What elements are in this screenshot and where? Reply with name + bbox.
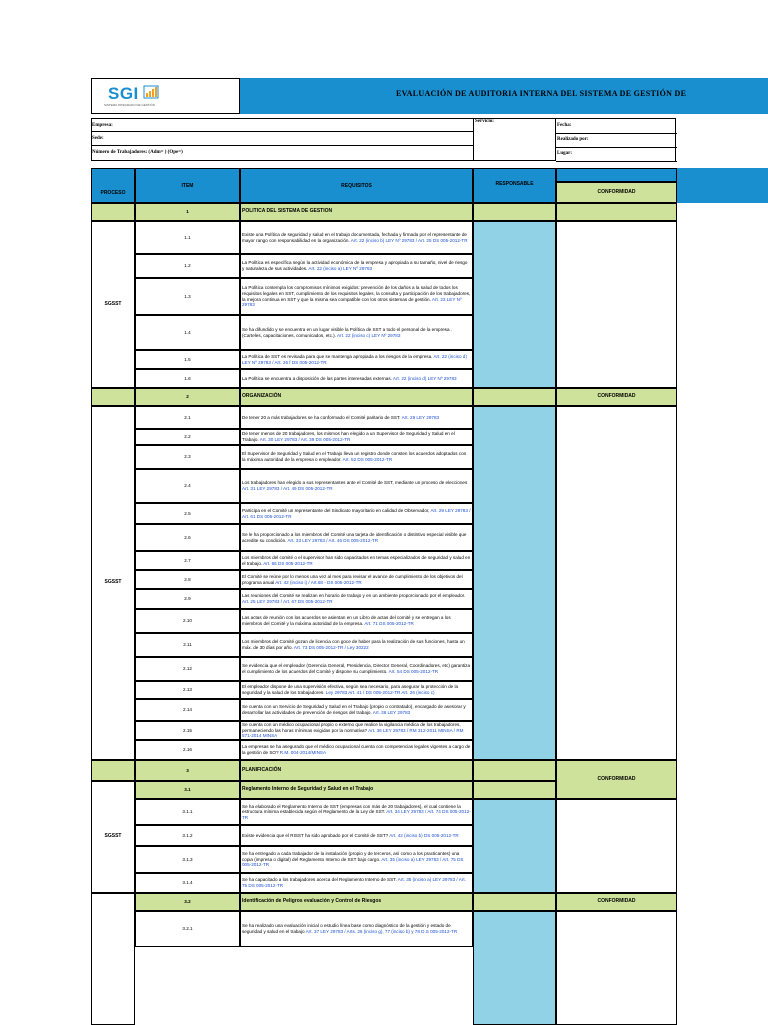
legal-reference: Art. 30 LEY 29783 / Art. 39 DS 005-2012-TR [259, 437, 351, 442]
item-number: 1.1 [135, 221, 240, 254]
requirement-content [242, 574, 471, 585]
item-number: 3.1.1 [135, 799, 240, 825]
requirement-text [240, 221, 473, 254]
requirement-text [240, 503, 473, 524]
item-number: 2.11 [135, 633, 240, 657]
requirement-content [242, 704, 471, 715]
legal-reference: Art. 29 LEY 29783 [401, 414, 440, 420]
item-number: 3.1.3 [135, 846, 240, 873]
section-3-resp [473, 760, 556, 781]
requirement-content [242, 722, 471, 739]
requirement-description: La Política de SST es revisada para que se mantenga apropiada a los riesgos de la empresa. [242, 353, 434, 359]
responsable-block-4[interactable] [473, 911, 556, 1025]
bar-chart-logo-icon [143, 85, 159, 99]
requirement-description: Los miembros del Comité gozan de licencia con goce de haber para la realización de sus funciones, hasta un máx. de 30 días por año. [242, 639, 465, 650]
item-number: 1.3 [135, 278, 240, 315]
requirement-description: El Supervisor de Seguridad y Salud en el Trabajo lleva un registro donde consten los acuerdos adoptados con la máxima autoridad de la empresa o empleador. [242, 451, 467, 462]
legal-reference: Art. 22 (inciso c) LEY Nº 29783 [336, 332, 401, 338]
requirement-text [240, 911, 473, 947]
section-32-num: 3.2 [135, 893, 240, 911]
item-number: 2.15 [135, 721, 240, 740]
section-1-resp [473, 203, 556, 221]
sgi-logo-text: SGI [108, 84, 139, 103]
requirement-text [240, 589, 473, 609]
item-number: 2.12 [135, 657, 240, 681]
section-31-title: Reglamento Interno de Seguridad y Salud en el Trabajo [240, 781, 473, 799]
item-number: 2.16 [135, 740, 240, 760]
requirement-content [242, 877, 471, 888]
responsable-block-3[interactable] [473, 799, 556, 893]
item-number: 2.2 [135, 429, 240, 445]
requirement-content [242, 593, 471, 604]
requirement-text [240, 721, 473, 740]
item-number: 2.4 [135, 469, 240, 503]
requirement-description: La Política se encuentra a disposición de las partes interesadas externas. [242, 375, 393, 381]
legal-reference: Art. 35 (inciso a) LEY 29783 / Art. 75 DS 005-2012-TR [242, 856, 464, 868]
legal-reference: Art. 23 LEY Nº 29783 [242, 296, 462, 308]
requirement-content [242, 833, 459, 839]
requirement-description: La Política es específica según la actividad económica de la empresa y apropiada a su tamaño, nivel de riesgo y naturaleza de sus actividades. [242, 260, 468, 271]
item-number: 2.7 [135, 551, 240, 570]
item-number: 1.6 [135, 369, 240, 388]
header-item: ITEM [135, 168, 240, 203]
legal-reference: Art. 22 (inciso a) LEY Nº 29783 [308, 266, 373, 271]
requirement-description: Se evidencia que el empleador (Gerencia General, Presidencia, Director General, Coordinadores, etc) garantiza el cumplimiento de los acuerdos del Comité y dispone su cumplimiento. [242, 663, 471, 674]
requirement-description: El empleador dispone de una supervisión efectiva, según sea necesario, para asegurar la protección de la seguridad y la salud de los trabajadores. [242, 684, 459, 695]
responsable-block-2[interactable] [473, 406, 556, 760]
requirement-text [240, 633, 473, 657]
requirement-text [240, 429, 473, 445]
requirement-text [240, 799, 473, 825]
requirement-description: La empresas se ha asegurado que el médico ocupacional cuenta con competencias legales vigentes a cargo de la gestión de SO? [242, 744, 471, 755]
logo-subtitle: SISTEMA INTEGRADO DE GESTIÓN [104, 103, 156, 107]
requirement-text [240, 254, 473, 278]
requirement-text [240, 825, 473, 846]
section-1-conf [556, 203, 677, 221]
requirement-content [242, 431, 471, 442]
item-number: 2.8 [135, 570, 240, 589]
item-number: 2.3 [135, 445, 240, 469]
trabajadores-field[interactable]: Número de Trabajadores: (Adm= ) (Ope=) [91, 146, 473, 161]
section-3-title: PLANIFICACIÓN [240, 760, 473, 781]
item-number: 1.5 [135, 350, 240, 369]
requirement-description: Participa en el Comité un representante del Sindicato mayoritario en calidad de Observador, [242, 507, 431, 513]
header-requisitos: REQUISITOS [240, 168, 473, 203]
requirement-content [242, 663, 471, 674]
requirement-text [240, 740, 473, 760]
header-proceso: PROCESO [91, 168, 135, 203]
requirement-text [240, 350, 473, 369]
proceso-sgsst-3: SGSST [91, 781, 135, 893]
requirement-content [242, 615, 471, 626]
item-number: 2.6 [135, 524, 240, 551]
requirement-description: Las reuniones del Comité se realizan en horario de trabajo y en un ambiente proporcionado por el empleador. [242, 593, 466, 599]
item-number: 2.1 [135, 406, 240, 429]
requirement-description: Se ha realizado una evaluación inicial o estudio línea base como diagnóstico de la gestión y estado de seguridad y salud en el trabajo [242, 923, 451, 934]
requirement-description: Las actas de reunión con los acuerdos se asientan en un Libro de actas del comité y se entregan a los miembros del Comité y la máxima autoridad de la empresa. [242, 615, 451, 626]
item-number: 1.4 [135, 315, 240, 350]
conformidad-block-1[interactable] [556, 221, 677, 388]
requirement-description: Se ha capacitado a los trabajadores acerca del Reglamento Interno de SST. [242, 877, 398, 883]
requirement-text [240, 406, 473, 429]
header-conformidad: CONFORMIDAD [556, 182, 677, 203]
legal-reference: R.M. 004-2014/MINSA [279, 750, 327, 755]
section-2-proceso [91, 388, 135, 406]
requirement-text [240, 699, 473, 721]
requirement-content [242, 684, 471, 695]
item-number: 2.10 [135, 609, 240, 633]
legal-reference: Art. 33 LEY 29783 / Art. 46 DS 005-2012-TR [287, 537, 379, 543]
legal-reference: Art. 31 LEY 29783 / Art. 49 DS 005-2012-TR [242, 486, 333, 491]
legal-reference: Art. 35 (inciso a) LEY 29783 / Art. 75 DS 005-2012-TR [242, 877, 466, 888]
legal-reference: Art. 36 LEY 29783 / RM 312-2011 MINSA / RM 571-2014 MINSA [242, 727, 464, 739]
item-number: 2.5 [135, 503, 240, 524]
item-number: 3.1.2 [135, 825, 240, 846]
item-number: 3.1.4 [135, 873, 240, 893]
requirement-text [240, 609, 473, 633]
requirement-content [242, 376, 457, 382]
requirement-content [242, 451, 471, 462]
legal-reference: Art. 22 (inciso d) LEY Nº 29783 [392, 375, 457, 381]
legal-reference: Art. 25 LEY 29783 / Art. 67 DS 005-2012-TR [242, 599, 333, 604]
legal-reference: Art. 22 (inciso b) LEY Nº 29783 / Art. 25 DS 005-2012-TR [350, 237, 468, 243]
requirement-content [242, 327, 471, 338]
lugar-field[interactable]: Lugar: [556, 147, 677, 162]
section-31-num: 3.1 [135, 781, 240, 799]
section-32-resp [473, 893, 556, 911]
legal-reference: Art. 29 LEY 29783 / Art. 61 DS 005-2012-TR [242, 507, 471, 519]
legal-reference: Art. 36 LEY 29783 [372, 710, 411, 715]
info-right-block [556, 118, 676, 161]
section-1-proceso [91, 203, 135, 221]
requirement-content [242, 923, 471, 934]
section-2-resp [473, 388, 556, 406]
legal-reference: Art. 73 DS 005-2012-TR / Ley 30222 [293, 645, 369, 650]
requirement-content [242, 555, 471, 566]
conformidad-block-4[interactable] [556, 911, 677, 1025]
requirement-content [242, 415, 439, 421]
realizado-field[interactable]: Realizado por: [556, 133, 677, 148]
requirement-content [242, 851, 471, 868]
requirement-description: Se cuenta con un médico ocupacional propio o externo que realice la vigilancia médica de los trabajadores, permaneciendo las horas mínimas exigidas por la normativa? [242, 722, 461, 733]
requirement-content [242, 639, 471, 650]
servicio-field[interactable] [473, 118, 556, 161]
section-32-title: Identificación de Peligros evaluación y Control de Riesgos [240, 893, 473, 911]
legal-reference: Art. 42 (inciso i) / Art.68 - DS 005-2012-TR [275, 579, 362, 585]
responsable-block-1[interactable] [473, 221, 556, 388]
header-conformidad-top [556, 168, 677, 182]
servicio-label: Servicio: [475, 119, 494, 124]
requirement-description: De tener menos de 20 trabajadores, los mismos han elegido a un Supervisor de Seguridad y Salud en el Trabajo. [242, 431, 455, 442]
requirement-description: Se ha difundido y se encuentra en un lugar visible la Política de SST a todo el personal de la empresa . (Carteles, capacitaciones, comunicados, etc.). [242, 326, 453, 338]
legal-reference: Art. 52 DS 005-2012-TR [342, 457, 393, 462]
requirement-content [242, 508, 471, 519]
conformidad-block-3[interactable] [556, 799, 677, 893]
requirement-content [242, 354, 471, 365]
header-responsable: RESPONSABLE [473, 168, 556, 203]
conformidad-block-2[interactable] [556, 406, 677, 760]
legal-reference: Art. 42 (inciso b) DS 005-2012-TR [389, 832, 459, 838]
item-number: 3.2.1 [135, 911, 240, 947]
requirement-text [240, 657, 473, 681]
legal-reference: Art. 37 LEY 29783 / Arts. 26 (inciso g), 77 (inciso b) y 78 D.S 005-2012-TR [305, 929, 458, 934]
requirement-text [240, 278, 473, 315]
requirement-description: La Política contempla los compromisos mínimos exigidos: prevención de los daños a la salud de todos los requisitos legales en SST, cumplimiento de los requisitos legales, la consulta y participación de los trabajadores, la mejora continua en SST y que la misma sea compatible con los otros sistemas de gestión. [242, 285, 471, 302]
requirement-text [240, 570, 473, 589]
requirement-content [242, 260, 471, 271]
requirement-description: Existe evidencia que el RISST ha sido aprobado por el Comité de SST? [242, 832, 390, 838]
section-3-proceso [91, 760, 135, 781]
item-number: 2.13 [135, 681, 240, 699]
item-number: 1.2 [135, 254, 240, 278]
requirement-text [240, 445, 473, 469]
legal-reference: Art. 71 DS 005-2012-TR [364, 621, 414, 626]
requirement-description: Se cuenta con un Servicio de Seguridad y Salud en el Trabajo (propio o contratado), encargado de asesorar y desarrollar las actividades de prevención de riesgos del trabajo. [242, 704, 466, 715]
legal-reference: Art. 54 DS 005-2012-TR [388, 669, 439, 674]
legal-reference: Art. 22 (inciso d) LEY Nº 29783 / Art. 26 f DS 005-2012-TR [242, 353, 467, 365]
requirement-text [240, 873, 473, 893]
section-3-num: 3 [135, 760, 240, 781]
requirement-content [242, 804, 471, 821]
requirement-content [242, 232, 471, 243]
section-1-title: POLITICA DEL SISTEMA DE GESTION [240, 203, 473, 221]
empresa-field[interactable]: Empresa: [91, 118, 473, 132]
requirement-content [242, 532, 471, 543]
section-31-resp [473, 781, 556, 799]
requirement-description: Los trabajadores han elegido a sus representantes ante el Comité de SST, mediante un proceso de elecciones [242, 480, 468, 486]
requirement-description: El Comité se reúne por lo menos una vez al mes para revisar el avance de cumplimiento de los objetivos del programa anual [242, 573, 463, 585]
proceso-sgsst-1: SGSST [91, 221, 135, 388]
requirement-text [240, 846, 473, 873]
right-header-band [677, 168, 768, 203]
requirement-description: Se le ha proporcionado a los miembros del Comité una tarjeta de identificación o distintivo especial visible que acredite su condición. [242, 531, 467, 543]
requirement-text [240, 681, 473, 699]
audit-table [91, 168, 677, 1025]
section-3-conformidad: CONFORMIDAD [556, 760, 677, 799]
sede-field[interactable]: Sede: [91, 132, 473, 146]
requirement-description: De tener 20 a más trabajadores se ha conformado el Comité paritario de SST. [242, 414, 402, 420]
requirement-description: Se ha elaborado el Reglamento Interno de SST (empresas con más de 20 trabajadores), el cual contiene la estructura mínima establecida según el Reglamento de la Ley de SST. [242, 803, 461, 815]
fecha-field[interactable]: Fecha: [556, 119, 677, 134]
requirement-description: Los miembros del comité o el supervisor han sido capacitados en temas especializados de seguridad y salud en el trabajo. [242, 554, 471, 566]
item-number: 2.14 [135, 699, 240, 721]
proceso-block-4 [91, 893, 135, 1025]
section-2-num: 2 [135, 388, 240, 406]
requirement-content [242, 285, 471, 307]
section-2-conformidad: CONFORMIDAD [556, 388, 677, 406]
requirement-text [240, 469, 473, 503]
section-2-title: ORGANIZACIÓN [240, 388, 473, 406]
requirement-content [242, 744, 471, 755]
requirement-description: Existe una Política de seguridad y salud en el trabajo documentada, fechada y firmada por el representante de mayor rango con responsabilidad en la organización. [242, 231, 467, 243]
document-title: EVALUACIÓN DE AUDITORIA INTERNA DEL SISTEMA DE GESTIÓN DE [396, 89, 687, 98]
requirement-text [240, 315, 473, 350]
requirement-text [240, 369, 473, 388]
item-number: 2.9 [135, 589, 240, 609]
requirement-text [240, 551, 473, 570]
legal-reference: Ley 29783 Art. 41 / DS 005-2012-TR Art. 26 (inciso c) [325, 690, 435, 695]
section-32-conformidad: CONFORMIDAD [556, 893, 677, 911]
legal-reference: Art. 34 LEY 29783 / Art. 74 DS 005-2012-TR [242, 809, 471, 820]
section-1-num: 1 [135, 203, 240, 221]
proceso-sgsst-2: SGSST [91, 406, 135, 760]
requirement-content [242, 480, 471, 491]
requirement-text [240, 524, 473, 551]
legal-reference: Art. 66 DS 005-2012-TR [263, 560, 313, 566]
requirement-description: Se ha entregado a cada trabajador de la instalación (propio y de terceros, así como a los practicantes) una copia (impresa o digital) del Reglamento Interno de SST bajo cargo. [242, 851, 460, 862]
